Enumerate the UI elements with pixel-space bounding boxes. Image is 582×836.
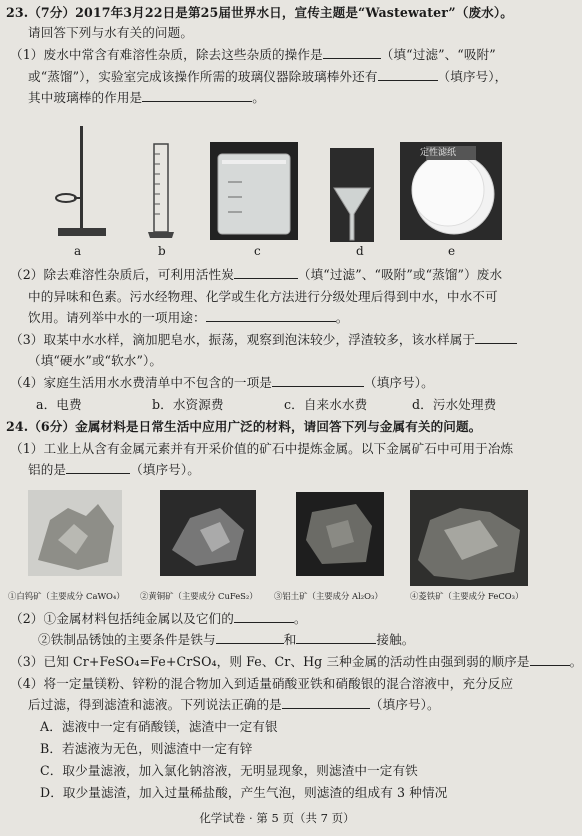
q23-intro: 请回答下列与水有关的问题。: [28, 25, 194, 40]
q23-part3-line2: （填“硬水”或“软水”）。: [28, 353, 163, 368]
q23-option-a: a．电费: [36, 397, 82, 412]
q24-part1-line2: 铝的是 （填序号）。: [28, 462, 200, 477]
answer-blank[interactable]: [378, 68, 438, 81]
q24-option-a: A．滤液中一定有硝酸镁，滤渣中一定有银: [40, 719, 278, 734]
ore-image-siderite: [410, 490, 528, 586]
answer-blank[interactable]: [206, 309, 336, 322]
q23-part2-line2: 中的异味和色素。污水经物理、化学或生化方法进行分级处理后得到中水，中水不可: [28, 289, 498, 304]
ore-caption-1: ①白钨矿（主要成分 CaWO₄）: [8, 591, 125, 601]
beaker-image: [210, 142, 298, 240]
page-footer: 化学试卷 · 第 5 页（共 7 页）: [199, 811, 355, 825]
q24-option-c: C．取少量滤液，加入氯化钠溶液，无明显现象，则滤渣中一定有铁: [40, 763, 418, 778]
q23-part1-line2: 或“蒸馏”），实验室完成该操作所需的玻璃仪器除玻璃棒外还有 （填序号），: [28, 69, 508, 84]
q23-header: 23.（7分）2017年3月22日是第25届世界水日，宣传主题是“Wastewater”（废水）。: [6, 5, 513, 20]
q24-part1-line1: （1）工业上从含有金属元素并有开采价值的矿石中提炼金属。以下金属矿石中可用于冶炼: [10, 441, 514, 456]
answer-blank[interactable]: [234, 266, 298, 279]
q24-part2-line2: ②铁制品锈蚀的主要条件是铁与 和 接触。: [38, 632, 415, 647]
q23-part3-line1: （3）取某中水水样，滴加肥皂水，振荡，观察到泡沫较少，浮渣较多，该水样属于: [10, 331, 517, 348]
q23-option-c: c．自来水水费: [284, 397, 368, 412]
ore-caption-3: ③铝土矿（主要成分 Al₂O₃）: [274, 591, 383, 601]
equipment-label-d: d: [356, 244, 364, 258]
answer-blank[interactable]: [142, 89, 252, 102]
equipment-label-e: e: [448, 244, 456, 258]
answer-blank[interactable]: [234, 610, 294, 623]
filter-paper-label: 定性滤纸: [420, 148, 457, 158]
ore-image-scheelite: [28, 490, 122, 576]
q23-part2-line1: （2）除去难溶性杂质后，可利用活性炭 （填“过滤”、“吸附”或“蒸馏”）废水: [10, 267, 503, 282]
graduated-cylinder-image: [142, 140, 182, 242]
q23-part1-line3: 其中玻璃棒的作用是 。: [28, 90, 265, 105]
q24-part3: （3）已知 Cr+FeSO₄=Fe+CrSO₄，则 Fe、Cr、Hg 三种金属的活动性由强到弱的顺序是 。: [10, 654, 582, 669]
answer-blank[interactable]: [323, 46, 381, 59]
q24-part2-line1: （2）①金属材料包括纯金属以及它们的 。: [10, 611, 307, 626]
ore-image-bauxite: [296, 492, 384, 576]
q24-part4-line1: （4）将一定量镁粉、锌粉的混合物加入到适量硝酸亚铁和硝酸银的混合溶液中，充分反应: [10, 676, 514, 691]
q24-option-b: B．若滤液为无色，则滤渣中一定有锌: [40, 741, 253, 756]
q23-option-d: d．污水处理费: [412, 397, 497, 412]
equipment-label-c: c: [254, 244, 261, 258]
q24-option-d: D．取少量滤渣，加入过量稀盐酸，产生气泡，则滤渣的组成有 3 种情况: [40, 785, 448, 800]
q23-part2-line3: 饮用。请列举中水的一项用途： 。: [28, 310, 349, 325]
answer-blank[interactable]: [296, 631, 376, 644]
answer-blank[interactable]: [66, 461, 130, 474]
ore-caption-4: ④菱铁矿（主要成分 FeCO₃）: [410, 591, 524, 601]
equipment-label-a: a: [74, 244, 82, 258]
ore-image-chalcopyrite: [160, 490, 256, 576]
answer-blank[interactable]: [475, 331, 517, 344]
ore-caption-2: ②黄铜矿（主要成分 CuFeS₂）: [140, 591, 258, 601]
answer-blank[interactable]: [216, 631, 284, 644]
q24-header: 24.（6分）金属材料是日常生活中应用广泛的材料，请回答下列与金属有关的问题。: [6, 419, 482, 434]
answer-blank[interactable]: [282, 696, 370, 709]
q23-part4-line1: （4）家庭生活用水水费清单中不包含的一项是 （填序号）。: [10, 375, 434, 390]
funnel-image: [330, 148, 374, 242]
answer-blank[interactable]: [530, 653, 570, 666]
q23-option-b: b．水资源费: [152, 397, 224, 412]
answer-blank[interactable]: [272, 374, 364, 387]
equipment-label-b: b: [158, 244, 166, 258]
iron-stand-image: [52, 120, 112, 242]
q23-part1-line1: （1）废水中常含有难溶性杂质，除去这些杂质的操作是 （填“过滤”、“吸附”: [10, 47, 496, 62]
q24-part4-line2: 后过滤，得到滤渣和滤液。下列说法正确的是 （填序号）。: [28, 697, 440, 712]
